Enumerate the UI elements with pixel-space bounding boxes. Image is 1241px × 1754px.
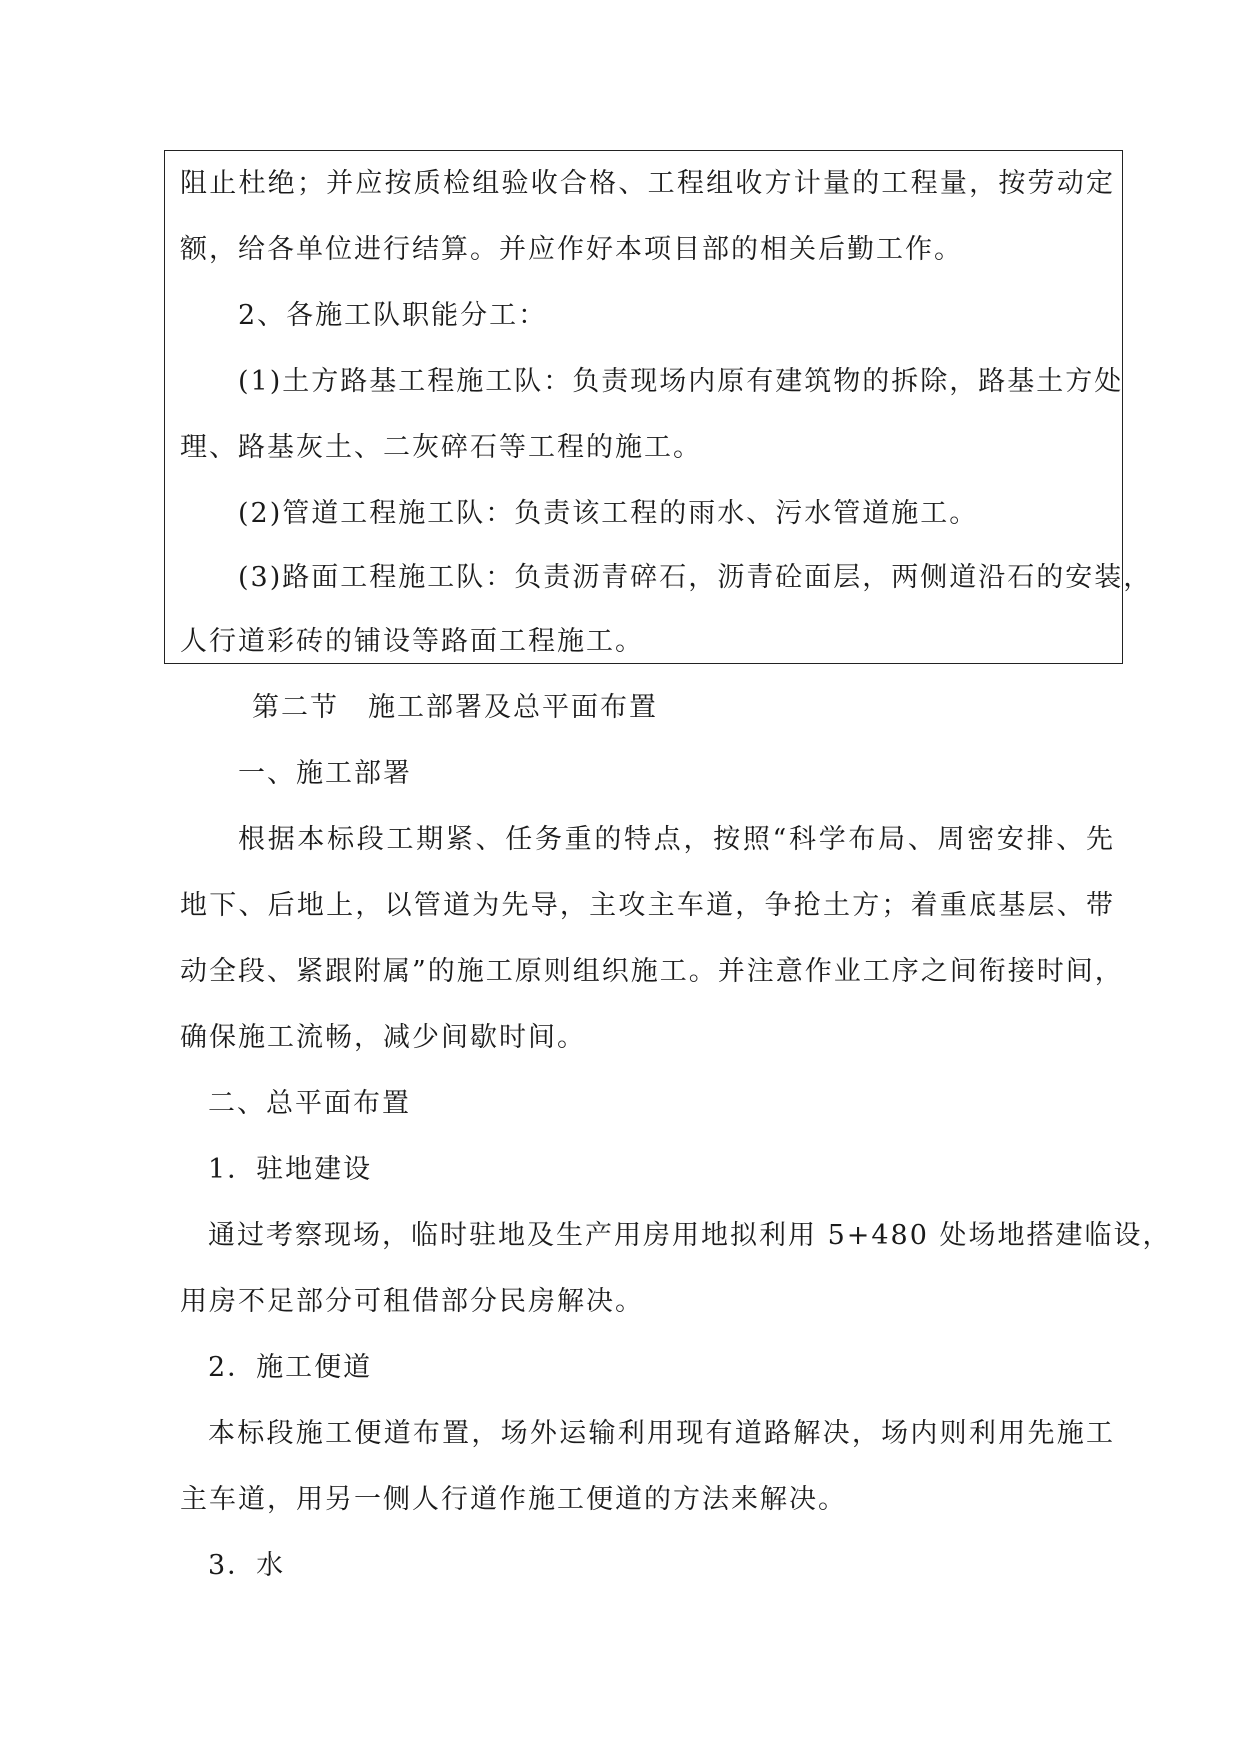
item2-line-1: 本标段施工便道布置，场外运输利用现有道路解决，场内则利用先施工 — [208, 1418, 1115, 1449]
sub1-line-4: 确保施工流畅，减少间歇时间。 — [180, 1022, 586, 1053]
item1-line-2: 用房不足部分可租借部分民房解决。 — [180, 1286, 644, 1317]
sub1-line-1: 根据本标段工期紧、任务重的特点，按照“科学布局、周密安排、先 — [238, 824, 1115, 855]
item-1-title: 1．驻地建设 — [208, 1154, 373, 1185]
item-2-title: 2．施工便道 — [208, 1352, 373, 1383]
box-line-2: 额，给各单位进行结算。并应作好本项目部的相关后勤工作。 — [180, 234, 963, 265]
subsection-2-title: 二、总平面布置 — [208, 1088, 411, 1119]
box-line-5: 理、路基灰土、二灰碎石等工程的施工。 — [180, 432, 702, 463]
section-heading: 第二节 施工部署及总平面布置 — [252, 692, 658, 723]
item-3-title: 3．水 — [208, 1550, 286, 1581]
box-line-3: 2、各施工队职能分工： — [238, 300, 548, 331]
sub1-line-2: 地下、后地上，以管道为先导，主攻主车道，争抢土方；着重底基层、带 — [180, 890, 1115, 921]
box-line-4: (1)土方路基工程施工队：负责现场内原有建筑物的拆除，路基土方处 — [238, 366, 1124, 397]
box-line-8: 人行道彩砖的铺设等路面工程施工。 — [180, 626, 644, 657]
subsection-1-title: 一、施工部署 — [238, 758, 412, 789]
item1-line-1: 通过考察现场，临时驻地及生产用房用地拟利用 5+480 处场地搭建临设， — [208, 1220, 1172, 1251]
box-line-1: 阻止杜绝；并应按质检组验收合格、工程组收方计量的工程量，按劳动定 — [180, 168, 1115, 199]
box-line-6: (2)管道工程施工队：负责该工程的雨水、污水管道施工。 — [238, 498, 979, 529]
item2-line-2: 主车道，用另一侧人行道作施工便道的方法来解决。 — [180, 1484, 847, 1515]
sub1-line-3: 动全段、紧跟附属”的施工原则组织施工。并注意作业工序之间衔接时间， — [180, 956, 1124, 987]
box-line-7: (3)路面工程施工队：负责沥青碎石，沥青砼面层，两侧道沿石的安装， — [238, 562, 1153, 593]
